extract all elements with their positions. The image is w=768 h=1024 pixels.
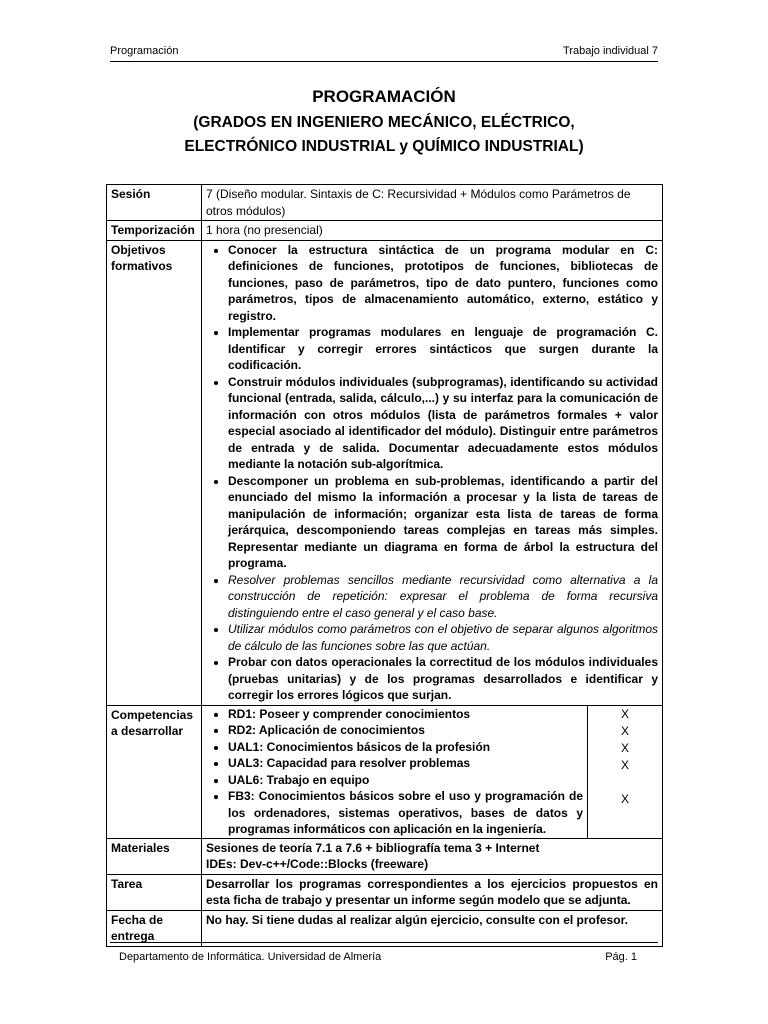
materiales-line-1: Sesiones de teoría 7.1 a 7.6 + bibliografía tema 3 + Internet [206, 840, 540, 855]
value-tarea: Desarrollar los programas correspondientes a los ejercicios propuestos en esta ficha de trabajo y presentar un informe según modelo que se adjunta. [202, 874, 663, 910]
header-course: Programación [110, 45, 179, 57]
objective-item: • Descomponer un problema en sub-problemas, identificando a partir del enunciado del mismo la información a procesar y la lista de tareas de manipulación de información; organizar esta lista de tareas de forma jerárquica, descomponiendo tareas complejas en tareas más simples. Representar mediante un diagrama en forma de árbol la estructura del programa. [228, 473, 658, 572]
competency-item: • UAL1: Conocimientos básicos de la profesión [228, 739, 583, 756]
header-assignment: Trabajo individual 7 [563, 45, 658, 57]
label-objetivos: Objetivos formativos [107, 240, 202, 705]
row-materiales [107, 838, 663, 874]
page-header [110, 43, 658, 62]
value-fecha: No hay. Si tiene dudas al realizar algún ejercicio, consulte con el profesor. [202, 910, 663, 946]
objective-item: • Conocer la estructura sintáctica de un programa modular en C: definiciones de funciones, prototipos de funciones, bibliotecas de funciones, paso de parámetros, tipo de dato puntero, funciones como parámetros, tipos de almacenamiento automático, externo, estático y registro. [228, 242, 658, 325]
competencies-marks [588, 706, 663, 838]
competency-mark: X [620, 740, 629, 755]
competency-item: • UAL6: Trabajo en equipo [228, 772, 583, 789]
label-tarea: Tarea [107, 874, 202, 910]
value-temporizacion: 1 hora (no presencial) [202, 221, 663, 241]
label-temporizacion: Temporización [107, 221, 202, 241]
competencies-list [206, 706, 583, 838]
row-temporizacion [107, 221, 663, 241]
competency-mark: X [620, 791, 629, 806]
materiales-line-2: IDEs: Dev-c++/Code::Blocks (freeware) [206, 857, 429, 871]
footer-department: Departamento de Informática. Universidad de Almería [119, 951, 382, 963]
row-competencias [107, 705, 663, 838]
title-line-3: ELECTRÓNICO INDUSTRIAL y QUÍMICO INDUSTRIAL) [184, 138, 584, 155]
row-tarea [107, 874, 663, 910]
competency-mark-empty [588, 774, 662, 791]
objective-item: • Resolver problemas sencillos mediante recursividad como alternativa a la construcción de repetición: expresar el problema de forma recursiva distinguiendo entre el caso general y el caso base. [228, 572, 658, 622]
document-title [100, 86, 668, 159]
competency-mark: X [620, 757, 629, 772]
label-fecha: Fecha de entrega [107, 910, 202, 946]
value-materiales [202, 838, 663, 874]
value-objetivos [202, 240, 663, 705]
label-sesion: Sesión [107, 185, 202, 221]
session-table [106, 184, 663, 947]
row-objetivos [107, 240, 663, 705]
competency-mark: X [620, 706, 629, 721]
competency-item: • FB3: Conocimientos básicos sobre el uso y programación de los ordenadores, sistemas operativos, bases de datos y programas informáticos con aplicación en la ingeniería. [228, 788, 583, 838]
row-sesion [107, 185, 663, 221]
competencies-list-cell [206, 706, 588, 838]
competency-item: • RD2: Aplicación de conocimientos [228, 722, 583, 739]
competency-mark: X [620, 723, 629, 738]
objective-item: • Construir módulos individuales (subprogramas), identificando su actividad funcional (entrada, salida, cálculo,...) y su interfaz para la comunicación de información con otros módulos (lista de parámetros formales + valor especial asociado al identificador del módulo). Distinguir entre parámetros de entrada y de salida. Documentar adecuadamente estos módulos mediante la notación sub-algorítmica. [228, 374, 658, 473]
footer-divider [110, 942, 658, 943]
competency-item: • UAL3: Capacidad para resolver problemas [228, 755, 583, 772]
footer-page-number: Pág. 1 [605, 951, 637, 963]
objective-item: • Utilizar módulos como parámetros con el objetivo de separar algunos algoritmos de cálculo de las funciones sobre las que actúan. [228, 621, 658, 654]
value-competencias [202, 705, 663, 838]
label-materiales: Materiales [107, 838, 202, 874]
row-fecha [107, 910, 663, 946]
label-competencias: Competencias a desarrollar [107, 705, 202, 838]
objective-item: • Probar con datos operacionales la correctitud de los módulos individuales (pruebas unitarias) y de los programas desarrollados e identificar y corregir los errores lógicos que surjan. [228, 654, 658, 704]
title-line-1: PROGRAMACIÓN [312, 87, 456, 106]
value-sesion: 7 (Diseño modular. Sintaxis de C: Recursividad + Módulos como Parámetros de otros módulos) [202, 185, 663, 221]
competency-item: • RD1: Poseer y comprender conocimientos [228, 706, 583, 723]
competencies-table [206, 706, 662, 838]
objective-item: • Implementar programas modulares en lenguaje de programación C. Identificar y corregir errores sintácticos que surgen durante la codificación. [228, 324, 658, 374]
objectives-list [206, 242, 658, 704]
title-line-2: (GRADOS EN INGENIERO MECÁNICO, ELÉCTRICO, [193, 114, 575, 131]
